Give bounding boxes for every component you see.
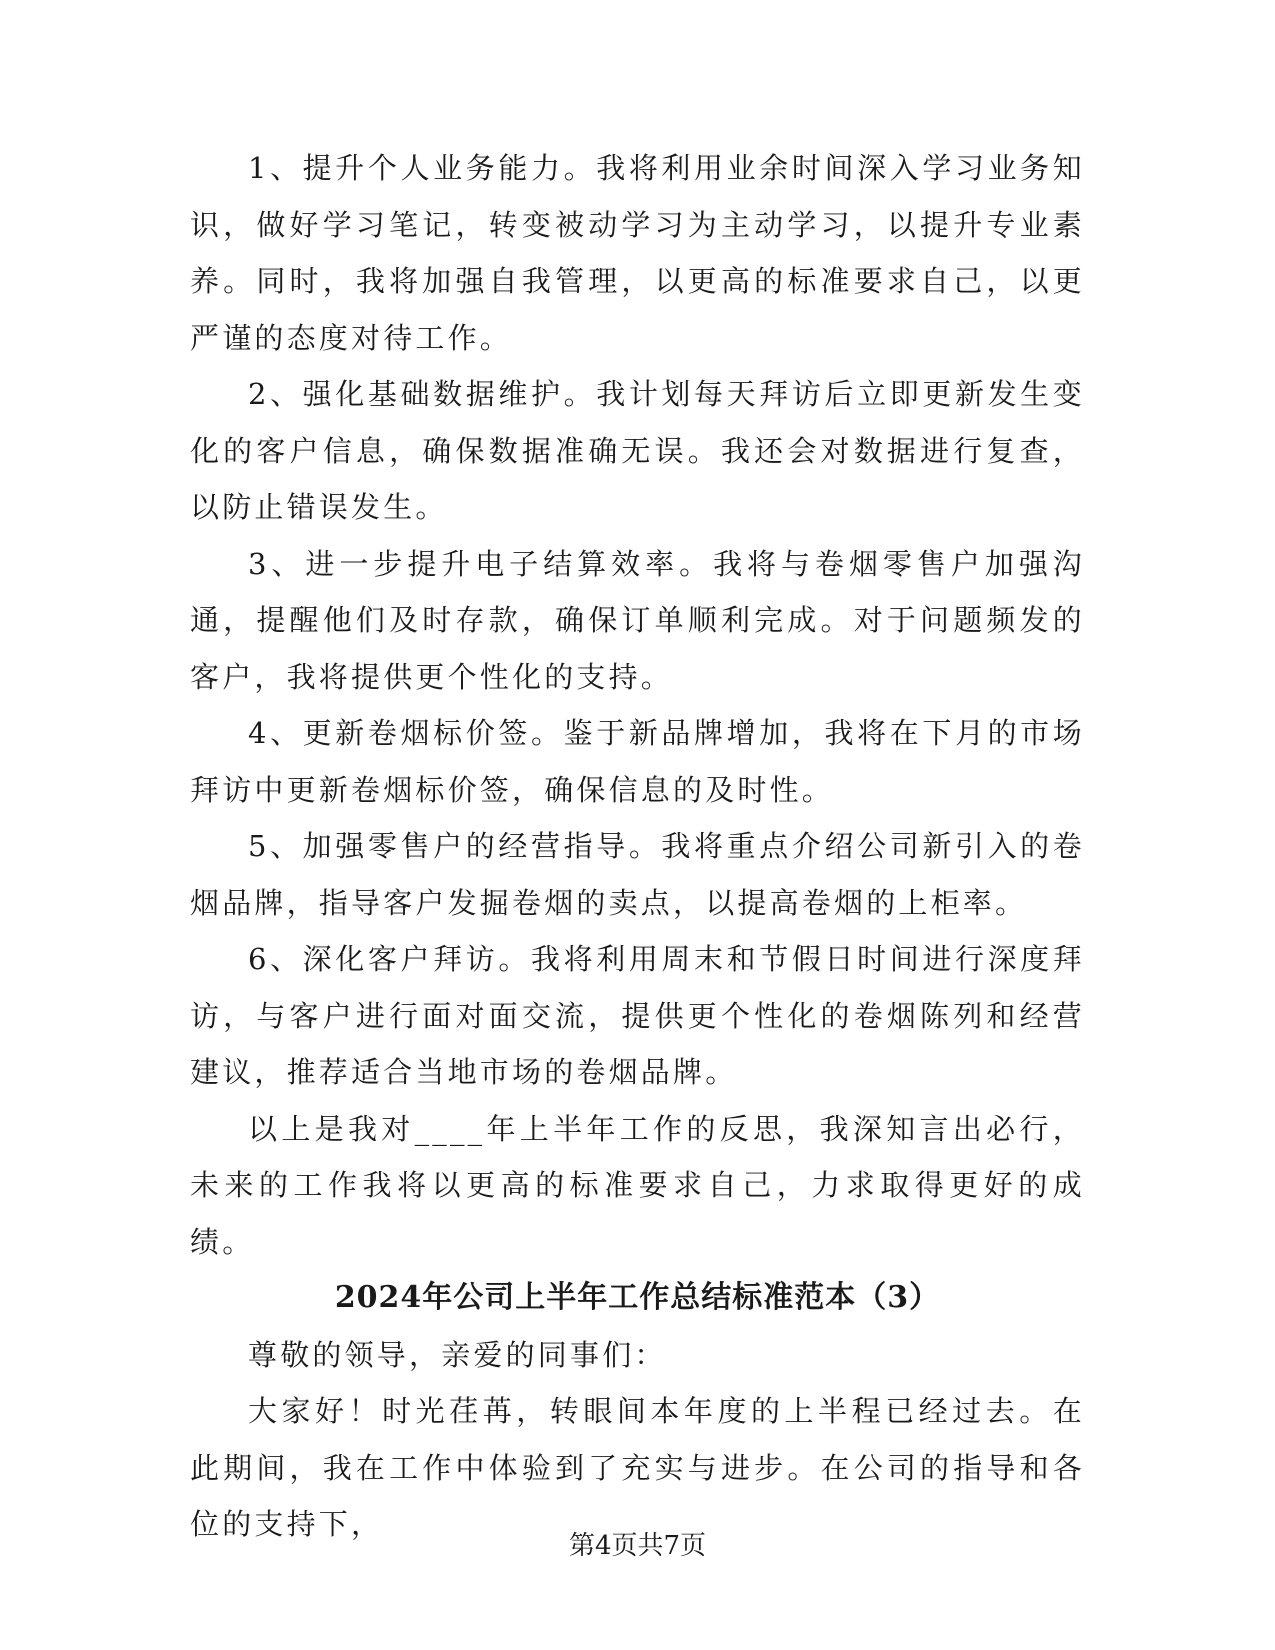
paragraph-opening: 大家好！时光荏苒，转眼间本年度的上半程已经过去。在此期间，我在工作中体验到了充实与进步。在公司的指导和各位的支持下， — [190, 1394, 1085, 1541]
paragraph-item-3: 3、进一步提升电子结算效率。我将与卷烟零售户加强沟通，提醒他们及时存款，确保订单顺利完成。对于问题频发的客户，我将提供更个性化的支持。 — [190, 546, 1085, 694]
document-body — [190, 140, 1085, 1553]
page-number-footer: 第4页共7页 — [568, 1531, 707, 1561]
paragraph-item-5: 5、加强零售户的经营指导。我将重点介绍公司新引入的卷烟品牌，指导客户发掘卷烟的卖点，以提高卷烟的上柜率。 — [190, 829, 1085, 920]
salutation: 尊敬的领导，亲爱的同事们： — [248, 1337, 667, 1372]
paragraph-conclusion: 以上是我对____年上半年工作的反思，我深知言出必行，未来的工作我将以更高的标准要求自己，力求取得更好的成绩。 — [190, 1111, 1085, 1259]
paragraph-item-1: 1、提升个人业务能力。我将利用业余时间深入学习业务知识，做好学习笔记，转变被动学习为主动学习，以提升专业素养。同时，我将加强自我管理，以更高的标准要求自己，以更严谨的态度对待工作。 — [190, 151, 1085, 355]
section-title: 2024年公司上半年工作总结标准范本（3） — [334, 1280, 941, 1315]
paragraph-item-6: 6、深化客户拜访。我将利用周末和节假日时间进行深度拜访，与客户进行面对面交流，提供更个性化的卷烟陈列和经营建议，推荐适合当地市场的卷烟品牌。 — [190, 942, 1085, 1089]
paragraph-item-2: 2、强化基础数据维护。我计划每天拜访后立即更新发生变化的客户信息，确保数据准确无误。我还会对数据进行复查，以防止错误发生。 — [190, 377, 1085, 524]
paragraph-item-4: 4、更新卷烟标价签。鉴于新品牌增加，我将在下月的市场拜访中更新卷烟标价签，确保信息的及时性。 — [190, 716, 1085, 807]
